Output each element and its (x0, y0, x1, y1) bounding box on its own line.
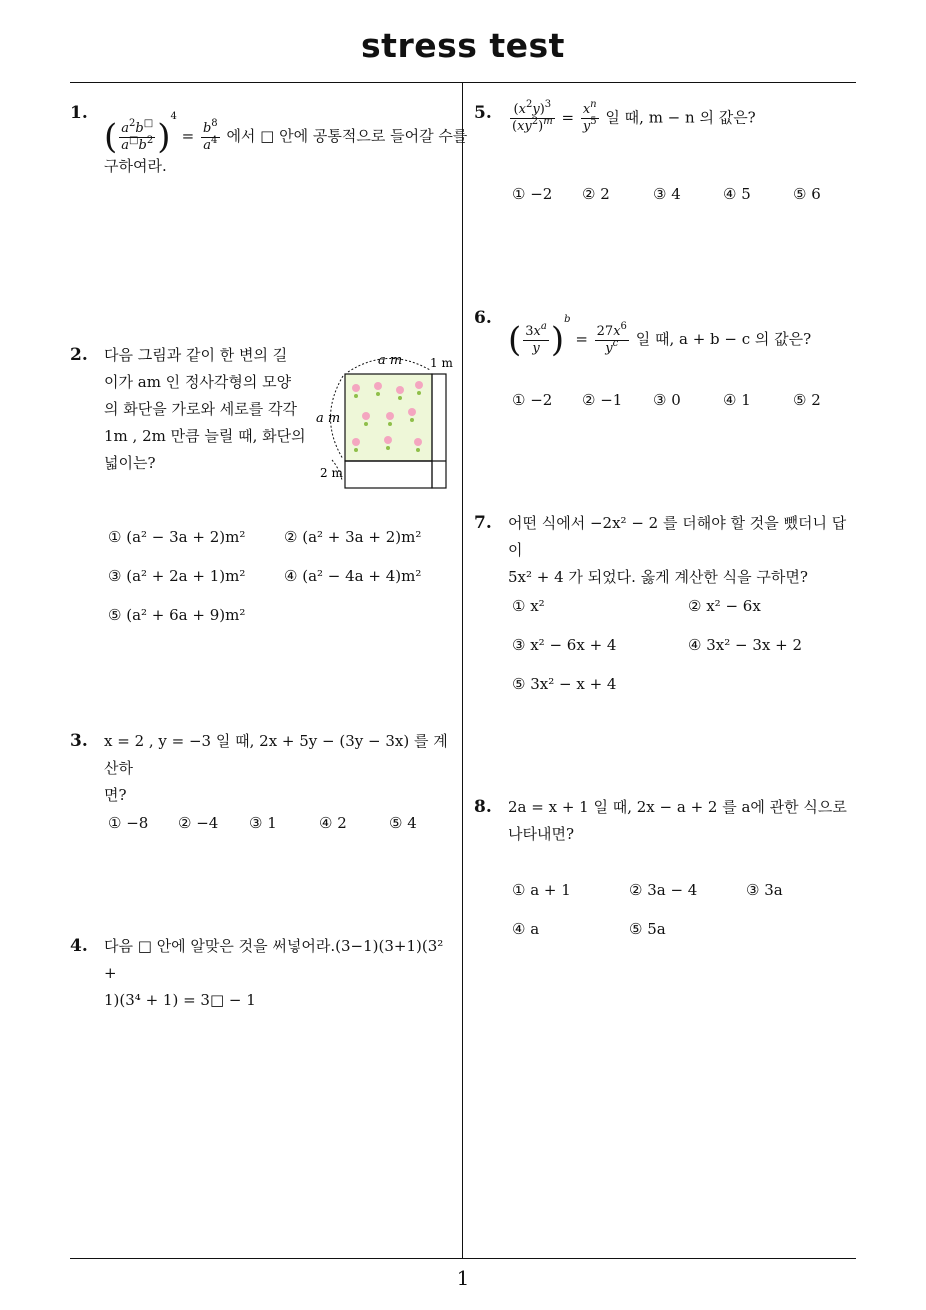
choice[interactable]: ⑤ 2 (793, 391, 821, 409)
choice[interactable]: ① (a² − 3a + 2)m² (108, 528, 246, 546)
choice[interactable]: ② (a² + 3a + 2)m² (284, 528, 422, 546)
choice[interactable]: ⑤ 3x² − x + 4 (512, 675, 617, 693)
choice[interactable]: ⑤ (a² + 6a + 9)m² (108, 606, 246, 624)
choice[interactable]: ① −8 (108, 814, 149, 832)
choice[interactable]: ⑤ 5a (629, 920, 666, 938)
question-8-number: 8. (474, 797, 492, 817)
q2-line: 다음 그림과 같이 한 변의 길 (104, 346, 288, 364)
choice[interactable]: ② −4 (178, 814, 219, 832)
flower-garden-figure (312, 350, 457, 495)
q2-line: 이가 am 인 정사각형의 모양 (104, 373, 292, 391)
column-divider (462, 83, 463, 1259)
question-4-number: 4. (70, 936, 88, 956)
question-1-number: 1. (70, 103, 88, 123)
q3-line: x = 2 , y = −3 일 때, 2x + 5y − (3y − 3x) 를 계산하 (104, 732, 448, 777)
question-3-text (104, 728, 459, 809)
question-6-text: ( $\frac{3x^a}{y}$ )$^b$ = $\frac{27x^6}{y^c}$ 일 때, a + b − c 의 값은? (508, 314, 812, 360)
question-8-text (508, 794, 860, 848)
choice[interactable]: ④ a (512, 920, 540, 938)
choice[interactable]: ④ 1 (723, 391, 751, 409)
page-title: stress test (361, 26, 565, 65)
question-7-number: 7. (474, 513, 492, 533)
choice[interactable]: ③ (a² + 2a + 1)m² (108, 567, 246, 585)
figure-side-label: a m (316, 411, 341, 426)
question-5-tail: 일 때, m − n 의 값은? (605, 108, 756, 127)
choice[interactable]: ② −1 (582, 391, 623, 409)
q2-line: 넓이는? (104, 454, 156, 472)
choice[interactable]: ③ 0 (653, 391, 681, 409)
q8-line: 2a = x + 1 일 때, 2x − a + 2 를 a에 관한 식으로 (508, 798, 847, 816)
question-1-formula: ( $\frac{a^2b^□}{a^□b^2}$ )$^4$ = $\frac{b^8}{a^4}$ 에서 □ 안에 공통적으로 들어갈 수를 (104, 111, 468, 157)
question-6-number: 6. (474, 308, 492, 328)
question-3-number: 3. (70, 731, 88, 751)
question-2-number: 2. (70, 345, 88, 365)
q4-line: 다음 □ 안에 알맞은 것을 써넣어라.(3−1)(3+1)(3² + (104, 937, 444, 982)
choice[interactable]: ⑤ 4 (389, 814, 417, 832)
page-number: 1 (456, 1266, 470, 1290)
choice[interactable]: ② 2 (582, 185, 610, 203)
figure-bottom-label: 2 m (320, 466, 343, 480)
choice[interactable]: ⑤ 6 (793, 185, 821, 203)
q7-line: 5x² + 4 가 되었다. 옳게 계산한 식을 구하면? (508, 568, 808, 586)
choice[interactable]: ④ (a² − 4a + 4)m² (284, 567, 422, 585)
q7-line: 어떤 식에서 −2x² − 2 를 더해야 할 것을 뺐더니 답이 (508, 514, 847, 559)
q3-line: 면? (104, 786, 127, 804)
q2-line: 의 화단을 가로와 세로를 각각 (104, 400, 297, 418)
choice[interactable]: ③ 3a (746, 881, 783, 899)
question-5-text: $\frac{(x^2y)^3}{(xy^2)^m}$ = $\frac{x^n}{y^5}$ 일 때, m − n 의 값은? (512, 99, 756, 134)
choice[interactable]: ④ 2 (319, 814, 347, 832)
choice[interactable]: ① −2 (512, 185, 553, 203)
choice[interactable]: ② x² − 6x (688, 597, 761, 615)
question-1 (104, 103, 468, 180)
figure-top-label: a m (378, 353, 403, 368)
choice[interactable]: ③ 4 (653, 185, 681, 203)
choice[interactable]: ③ 1 (249, 814, 277, 832)
question-4-text (104, 933, 459, 1014)
figure-right-label: 1 m (430, 356, 453, 370)
q8-line: 나타내면? (508, 825, 575, 843)
question-2-text (104, 342, 309, 477)
choice[interactable]: ③ x² − 6x + 4 (512, 636, 617, 654)
question-7-text (508, 510, 860, 591)
question-5-number: 5. (474, 103, 492, 123)
choice[interactable]: ① −2 (512, 391, 553, 409)
choice[interactable]: ① a + 1 (512, 881, 571, 899)
question-1-text: 에서 □ 안에 공통적으로 들어갈 수를 (226, 127, 468, 145)
choice[interactable]: ② 3a − 4 (629, 881, 698, 899)
choice[interactable]: ④ 3x² − 3x + 2 (688, 636, 802, 654)
question-1-text-line2: 구하여라. (104, 157, 167, 175)
q4-line: 1)(3⁴ + 1) = 3□ − 1 (104, 991, 256, 1009)
q2-line: 1m , 2m 만큼 늘릴 때, 화단의 (104, 427, 306, 445)
header-rule (70, 82, 856, 83)
question-6-tail: 일 때, a + b − c 의 값은? (635, 330, 812, 348)
footer-rule (70, 1258, 856, 1259)
choice[interactable]: ④ 5 (723, 185, 751, 203)
choice[interactable]: ① x² (512, 597, 545, 615)
